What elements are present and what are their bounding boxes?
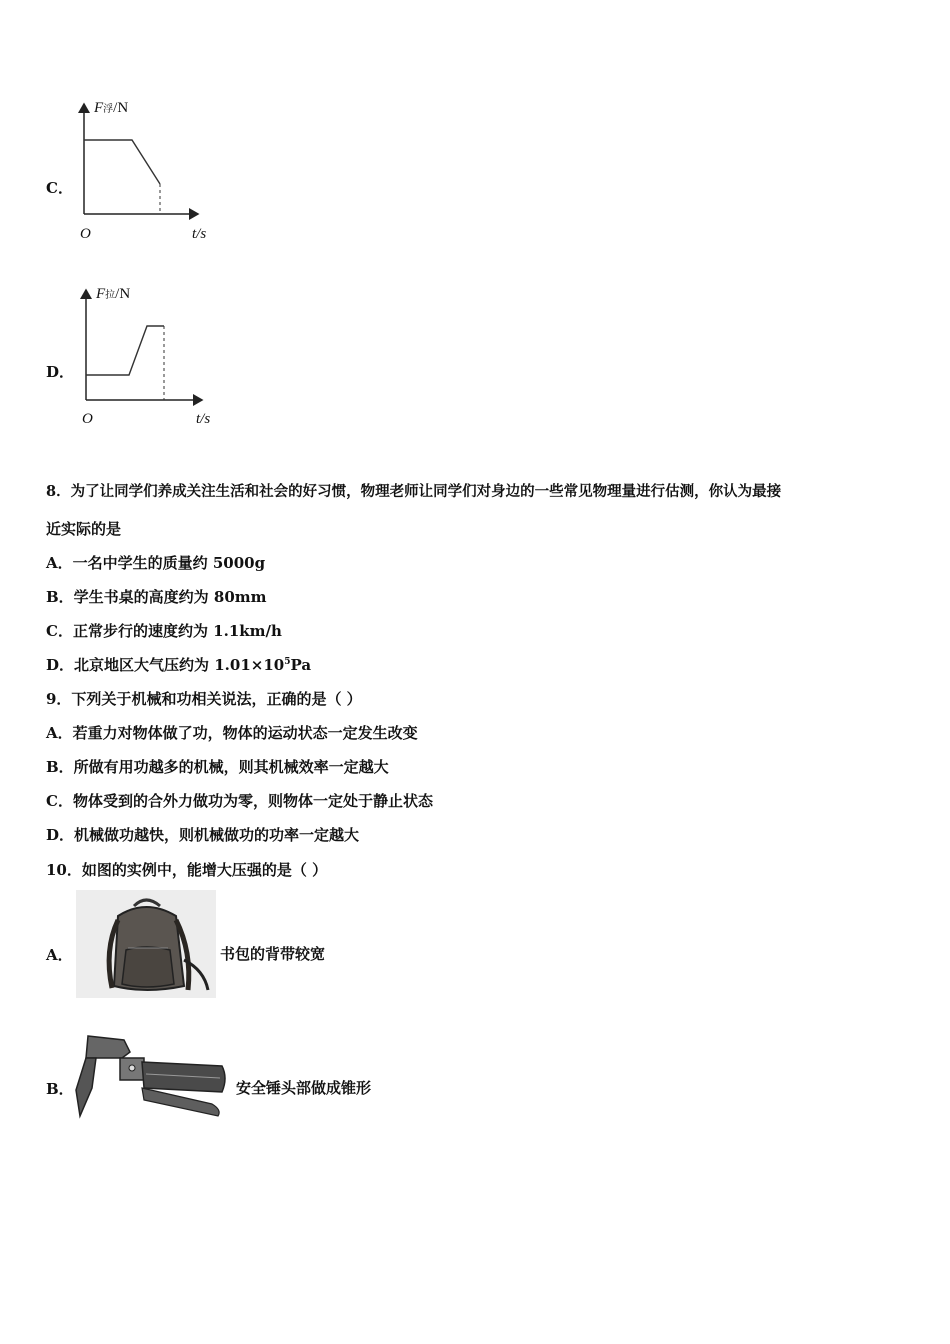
q10-option-a-text: 书包的背带较宽	[220, 945, 326, 963]
graph-c-plot	[76, 96, 226, 246]
q10-option-b-letter: B．	[46, 1080, 74, 1098]
graph-d-origin: O	[82, 411, 93, 427]
graph-c-x-label: t/s	[192, 226, 207, 242]
graph-c-y-label: F浮/N	[94, 100, 129, 116]
q9-option-d: D．机械做功越快，则机械做功的功率一定越大	[46, 826, 360, 844]
q8-option-b: B．学生书桌的高度约为 80mm	[46, 588, 267, 606]
q9-stem: 9．下列关于机械和功相关说法，正确的是（ ）	[46, 690, 362, 708]
q10-option-a-letter: A．	[46, 946, 73, 964]
q8-option-d: D．北京地区大气压约为 $1.01\times 10^5Pa$	[46, 656, 312, 674]
graph-d-x-label: t/s	[196, 411, 211, 427]
safety-hammer-icon	[72, 1030, 230, 1120]
q8-stem-line2: 近实际的是	[46, 520, 122, 538]
q10-option-b-text: 安全锤头部做成锥形	[236, 1079, 372, 1097]
backpack-icon	[76, 890, 216, 998]
option-d-letter: D．	[46, 363, 75, 381]
option-c-letter: C．	[46, 179, 73, 197]
q8-stem-line1: 8．为了让同学们养成关注生活和社会的好习惯，物理老师让同学们对身边的一些常见物理量进行估测，你认为最接	[46, 483, 782, 500]
backpack-image	[76, 890, 216, 998]
graph-c	[76, 96, 226, 246]
q8-option-a: A．一名中学生的质量约 5000g	[46, 554, 266, 572]
graph-d	[78, 282, 228, 432]
q9-option-b: B．所做有用功越多的机械，则其机械效率一定越大	[46, 758, 389, 776]
q8-option-c: C．正常步行的速度约为 1.1km/h	[46, 622, 282, 640]
q9-option-c: C．物体受到的合外力做功为零，则物体一定处于静止状态	[46, 792, 433, 810]
graph-d-y-label: F拉/N	[96, 286, 131, 302]
graph-c-curve	[84, 140, 160, 184]
graph-d-plot	[78, 282, 228, 432]
hammer-image	[72, 1030, 230, 1120]
q10-stem: 10．如图的实例中，能增大压强的是（ ）	[46, 861, 328, 879]
graph-c-origin: O	[80, 226, 91, 242]
graph-d-curve	[86, 326, 164, 375]
q9-option-a: A．若重力对物体做了功，物体的运动状态一定发生改变	[46, 724, 418, 742]
